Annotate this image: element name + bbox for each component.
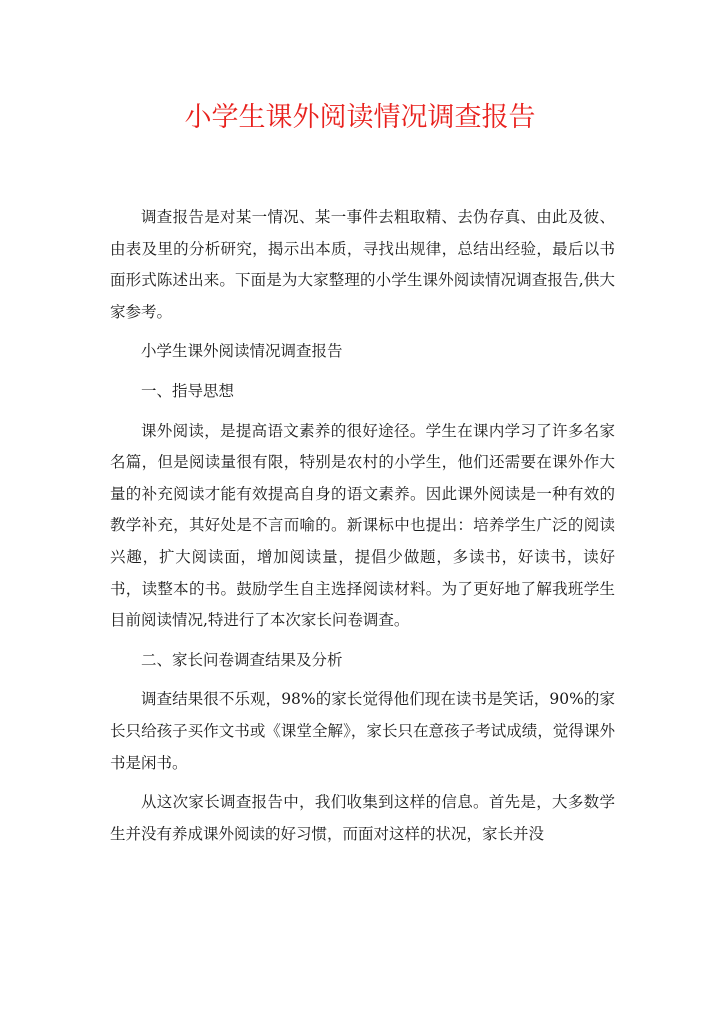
intro-paragraph: 调查报告是对某一情况、某一事件去粗取精、去伪存真、由此及彼、由表及里的分析研究，揭示出本质，寻找出规律，总结出经验，最后以书面形式陈述出来。下面是为大家整理的小学生课外阅读情况调查报告,供大家参考。: [110, 208, 615, 321]
section-heading-guiding-ideas: 一、指导思想: [141, 381, 235, 400]
document-title: 小学生课外阅读情况调查报告: [184, 102, 536, 133]
survey-results-paragraph: 调查结果很不乐观，98%的家长觉得他们现在读书是笑话，90%的家长只给孩子买作文书或《课堂全解》，家长只在意孩子考试成绩，觉得课外书是闲书。: [110, 690, 615, 772]
survey-findings-paragraph: 从这次家长调查报告中，我们收集到这样的信息。首先是，大多数学生并没有养成课外阅读的好习惯，而面对这样的状况，家长并没: [110, 793, 615, 843]
document-body: [110, 202, 615, 850]
section-heading-survey-results: 二、家长问卷调查结果及分析: [141, 650, 343, 669]
report-subtitle: 小学生课外阅读情况调查报告: [141, 342, 343, 361]
guiding-ideas-paragraph: 课外阅读，是提高语文素养的很好途径。学生在课内学习了许多名家名篇，但是阅读量很有限，特别是农村的小学生，他们还需要在课外作大量的补充阅读才能有效提高自身的语文素养。因此课外阅读是一种有效的教学补充，其好处是不言而喻的。新课标中也提出：培养学生广泛的阅读兴趣，扩大阅读面，增加阅读量，提倡少做题，多读书，好读书，读好书，读整本的书。鼓励学生自主选择阅读材料。为了更好地了解我班学生目前阅读情况,特进行了本次家长问卷调查。: [110, 421, 615, 630]
